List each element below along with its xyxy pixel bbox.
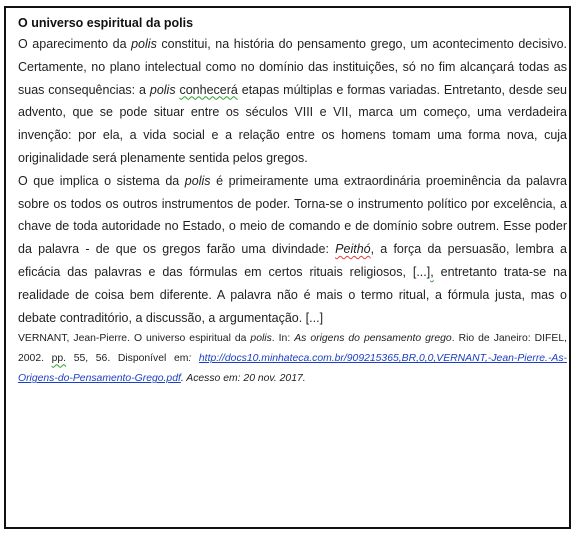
ref-polis-italic: polis: [250, 333, 272, 345]
p2-text: é primeiramente uma extraordinária proeminência da palavra sobre os todos os outros instrumentos de poder. Torna-se o instrumento político por excelência, a chave de toda autoridade no Estado, o meio de comando e de domínio sobre outrem. Esse poder da palavra - de que os gregos farão uma divindade:: [18, 173, 567, 257]
text-content: [18, 14, 567, 389]
paragraph-2: [18, 170, 567, 330]
source-link[interactable]: http://docs10.minhateca.com.br/909215365,BR,0,0,VERNANT,-Jean-Pierre.-As-Origens-do-Pensamento-Grego.pdf: [18, 353, 567, 385]
p2-polis-italic: polis: [184, 173, 211, 188]
ref-pages-abbrev: pp.: [51, 353, 67, 365]
ref-publisher: . Rio de Janeiro: DIFEL, 2002.: [18, 333, 567, 365]
ref-pages: 55, 56. Disponível em: [66, 353, 189, 365]
spellcheck-comma: ,: [430, 264, 434, 279]
p2-text: , a força da persuasão, lembra a eficácia das palavras e das fórmulas em certos rituais religiosos, [...]: [18, 242, 567, 279]
section-title: O universo espiritual da polis: [18, 16, 194, 30]
p1-text: etapas múltiplas e formas variadas. Entretanto, desde seu advento, que se pode situar entre os séculos VIII e VII, marca um começo, uma verdadeira invenção: por ela, a vida social e a relação entre os homens tomam uma forma nova, cuja originalidade será plenamente sentida pelos gregos.: [18, 82, 568, 165]
peitho-italic: Peithó: [335, 242, 371, 257]
p2-text: O que implica o sistema da: [18, 173, 185, 188]
p2-text: entretanto trata-se na realidade de coisa bem diferente. A palavra não é mais o termo ritual, a fórmula justa, mas o debate contraditório, a discussão, a argumentação. [...]: [18, 264, 567, 325]
ref-author: VERNANT, Jean-Pierre. O universo espiritual da: [18, 333, 251, 345]
p1-polis-italic: polis: [149, 82, 176, 97]
spellcheck-underlined-word: conhecerá: [179, 82, 238, 97]
p1-text: constitui, na história do pensamento grego, um acontecimento decisivo. Certamente, no plano intelectual como no domínio das instituições, só no fim alcançará todas as suas consequências: a: [18, 37, 567, 97]
p1-polis-italic: polis: [131, 37, 157, 51]
p1-text: O aparecimento da: [18, 37, 132, 51]
ref-book-title: As origens do pensamento grego: [294, 333, 452, 345]
ref-access-date: . Acesso em: 20 nov. 2017.: [180, 373, 306, 385]
paragraph-1: [18, 33, 567, 170]
reference-citation: [18, 329, 567, 389]
ref-text: . In:: [271, 333, 295, 345]
text-box: [4, 6, 571, 529]
ref-colon: :: [188, 353, 199, 365]
